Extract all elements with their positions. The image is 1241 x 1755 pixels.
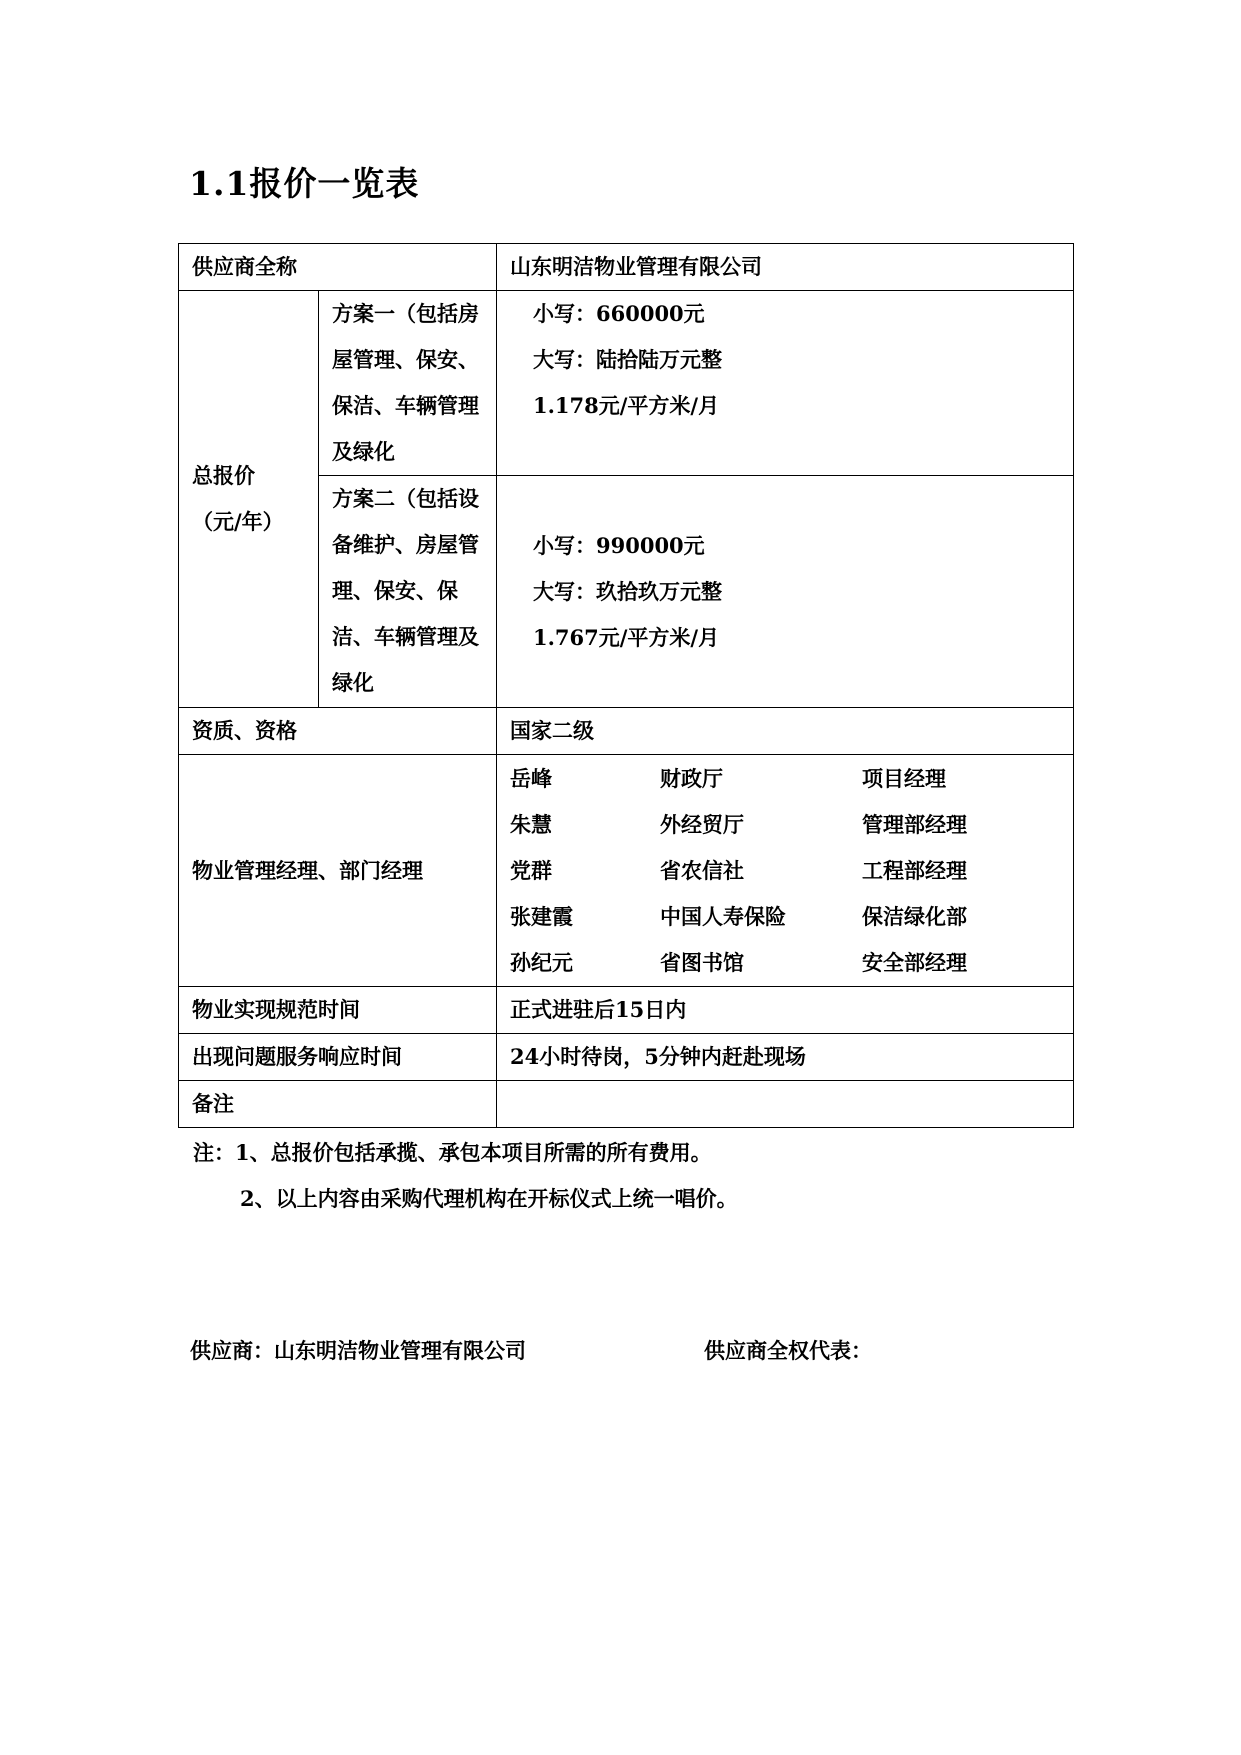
supplier-label: 供应商全称 [179,244,497,291]
total-price-label [179,291,319,708]
note-1: 注：1、总报价包括承揽、承包本项目所需的所有费用。 [193,1140,712,1165]
table-row [179,1034,1074,1081]
supplier-name: 山东明洁物业管理有限公司 [497,244,1074,291]
managers-label: 物业管理经理、部门经理 [179,755,497,987]
manager-org: 省农信社 [660,857,744,883]
table-row [179,1081,1074,1128]
manager-role: 项目经理 [862,765,946,791]
plan2-label: 方案二（包括设备维护、房屋管理、保安、保洁、车辆管理及绿化 [319,476,497,708]
plan1-unit-price: 1.178元/平方米/月 [533,393,720,418]
standard-time-value: 正式进驻后15日内 [497,987,1074,1034]
manager-org: 外经贸厅 [660,811,744,837]
manager-name: 岳峰 [510,765,552,791]
table-row [179,755,1074,987]
quote-table [178,243,1074,1128]
manager-org: 省图书馆 [660,949,744,975]
plan2-lowercase: 小写：990000元 [533,532,705,558]
response-time-label: 出现问题服务响应时间 [179,1034,497,1081]
plan1-label: 方案一（包括房屋管理、保安、保洁、车辆管理及绿化 [319,291,497,476]
plan2-unit-price: 1.767元/平方米/月 [533,624,720,650]
plan1-uppercase: 大写：陆拾陆万元整 [533,347,722,372]
table-row [179,244,1074,291]
manager-role: 管理部经理 [862,811,967,837]
plan1-value [497,291,1074,476]
qualification-label: 资质、资格 [179,708,497,755]
standard-time-label: 物业实现规范时间 [179,987,497,1034]
manager-org: 财政厅 [660,765,723,791]
table-row [179,987,1074,1034]
plan1-lowercase: 小写：660000元 [533,301,705,326]
manager-role: 工程部经理 [862,857,967,883]
footer-representative: 供应商全权代表： [704,1338,872,1363]
table-row [179,708,1074,755]
manager-name: 朱慧 [510,811,552,837]
footer-supplier: 供应商：山东明洁物业管理有限公司 [190,1338,526,1363]
notes [193,1130,738,1222]
remark-label: 备注 [179,1081,497,1128]
manager-name: 党群 [510,857,552,883]
response-time-value: 24小时待岗，5分钟内赶赴现场 [497,1034,1074,1081]
total-price-label-line1: 总报价 [192,463,255,488]
manager-name: 孙纪元 [510,949,573,975]
manager-name: 张建霞 [510,903,573,929]
managers-list [497,755,1074,987]
page-title: 1.1报价一览表 [189,164,420,203]
table-row [179,291,1074,476]
manager-role: 安全部经理 [862,949,967,975]
plan2-uppercase: 大写：玖拾玖万元整 [533,578,722,604]
total-price-label-line2: （元/年） [192,509,284,534]
manager-org: 中国人寿保险 [660,903,786,929]
qualification-value: 国家二级 [497,708,1074,755]
note-2: 2、以上内容由采购代理机构在开标仪式上统一唱价。 [240,1186,738,1211]
remark-value [497,1081,1074,1128]
plan2-value [497,476,1074,708]
manager-role: 保洁绿化部 [862,903,967,929]
